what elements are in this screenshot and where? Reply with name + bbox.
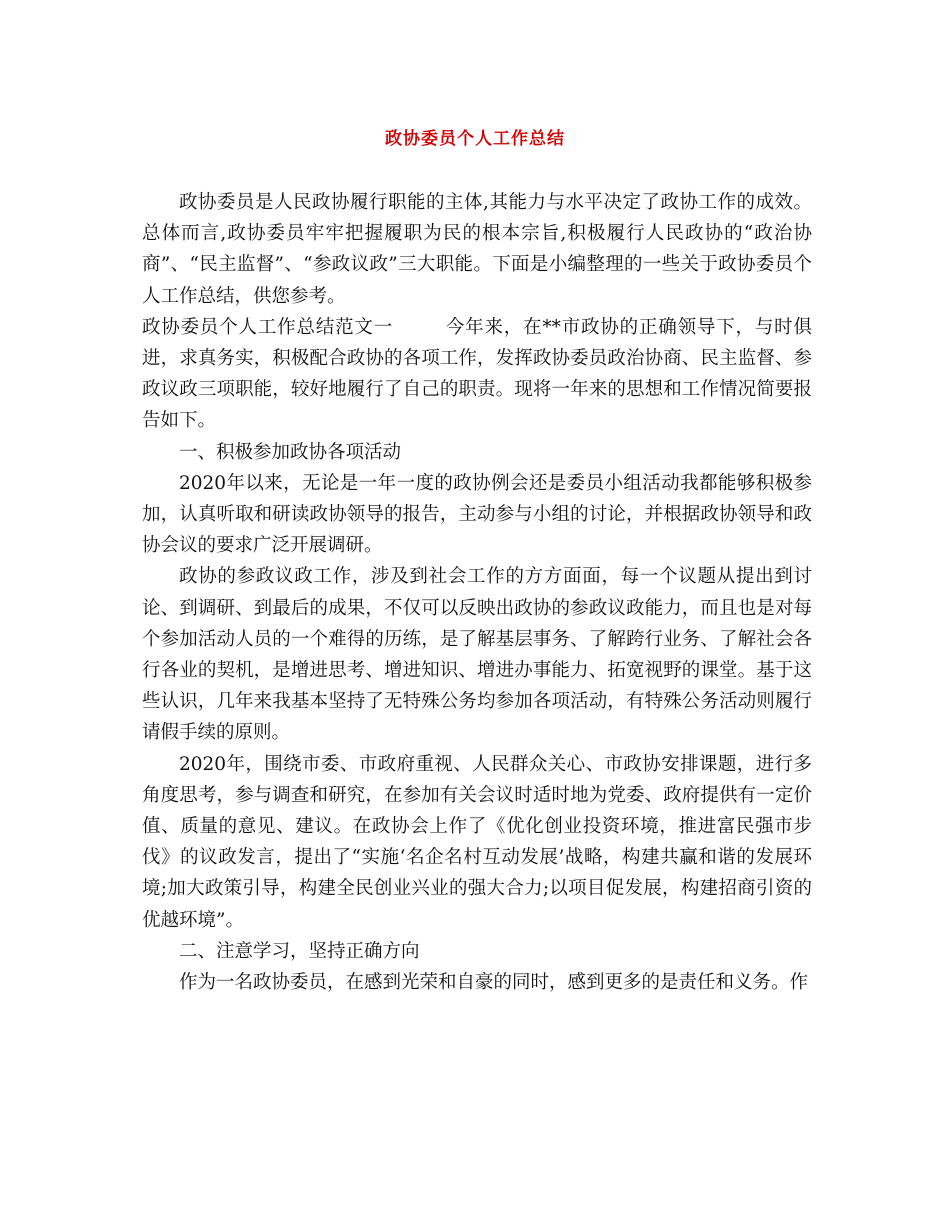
sample-paragraph <box>142 312 812 437</box>
section2-paragraph-1: 作为一名政协委员，在感到光荣和自豪的同时，感到更多的是责任和义务。作 <box>179 972 809 994</box>
section1-paragraph-1: 2020年以来，无论是一年一度的政协例会还是委员小组活动我都能够积极参加，认真听取和研读政协领导的报告，主动参与小组的讨论，并根据政协领导和政协会议的要求广泛开展调研。 <box>142 472 812 557</box>
section1-heading: 一、积极参加政协各项活动 <box>179 441 402 463</box>
sample-opening: 今年来，在**市政协的正确领导下，与时俱进，求真务实，积极配合政协的各项工作，发挥政协委员政治协商、民主监督、参政议政三项职能，较好地履行了自己的职责。现将一年来的思想和工作情况简要报告如下。 <box>142 316 812 432</box>
section1-paragraph-3: 2020年，围绕市委、市政府重视、人民群众关心、市政协安排课题，进行多角度思考，参与调查和研究，在参加有关会议时适时地为党委、政府提供有一定价值、质量的意见、建议。在政协会上作了《优化创业投资环境，推进富民强市步伐》的议政发言，提出了“实施‘名企名村互动发展’战略，构建共赢和谐的发展环境;加大政策引导，构建全民创业兴业的强大合力;以项目促发展，构建招商引资的优越环境”。 <box>142 753 812 931</box>
document-title: 政协委员个人工作总结 <box>385 129 565 149</box>
section1-paragraph-2: 政协的参政议政工作，涉及到社会工作的方方面面，每一个议题从提出到讨论、到调研、到最后的成果，不仅可以反映出政协的参政议政能力，而且也是对每个参加活动人员的一个难得的历练，是了解基层事务、了解跨行业务、了解社会各行各业的契机，是增进思考、增进知识、增进办事能力、拓宽视野的课堂。基于这些认识，几年来我基本坚持了无特殊公务均参加各项活动，有特殊公务活动则履行请假手续的原则。 <box>142 566 812 744</box>
section2-heading: 二、注意学习，坚持正确方向 <box>179 940 420 962</box>
intro-paragraph: 政协委员是人民政协履行职能的主体,其能力与水平决定了政协工作的成效。总体而言,政协委员牢牢把握履职为民的根本宗旨,积极履行人民政协的“政治协商”、“民主监督”、“参政议政”三大职能。下面是小编整理的一些关于政协委员个人工作总结，供您参考。 <box>142 192 812 307</box>
document-body <box>142 187 812 998</box>
sample-heading: 政协委员个人工作总结范文一 <box>142 316 394 338</box>
